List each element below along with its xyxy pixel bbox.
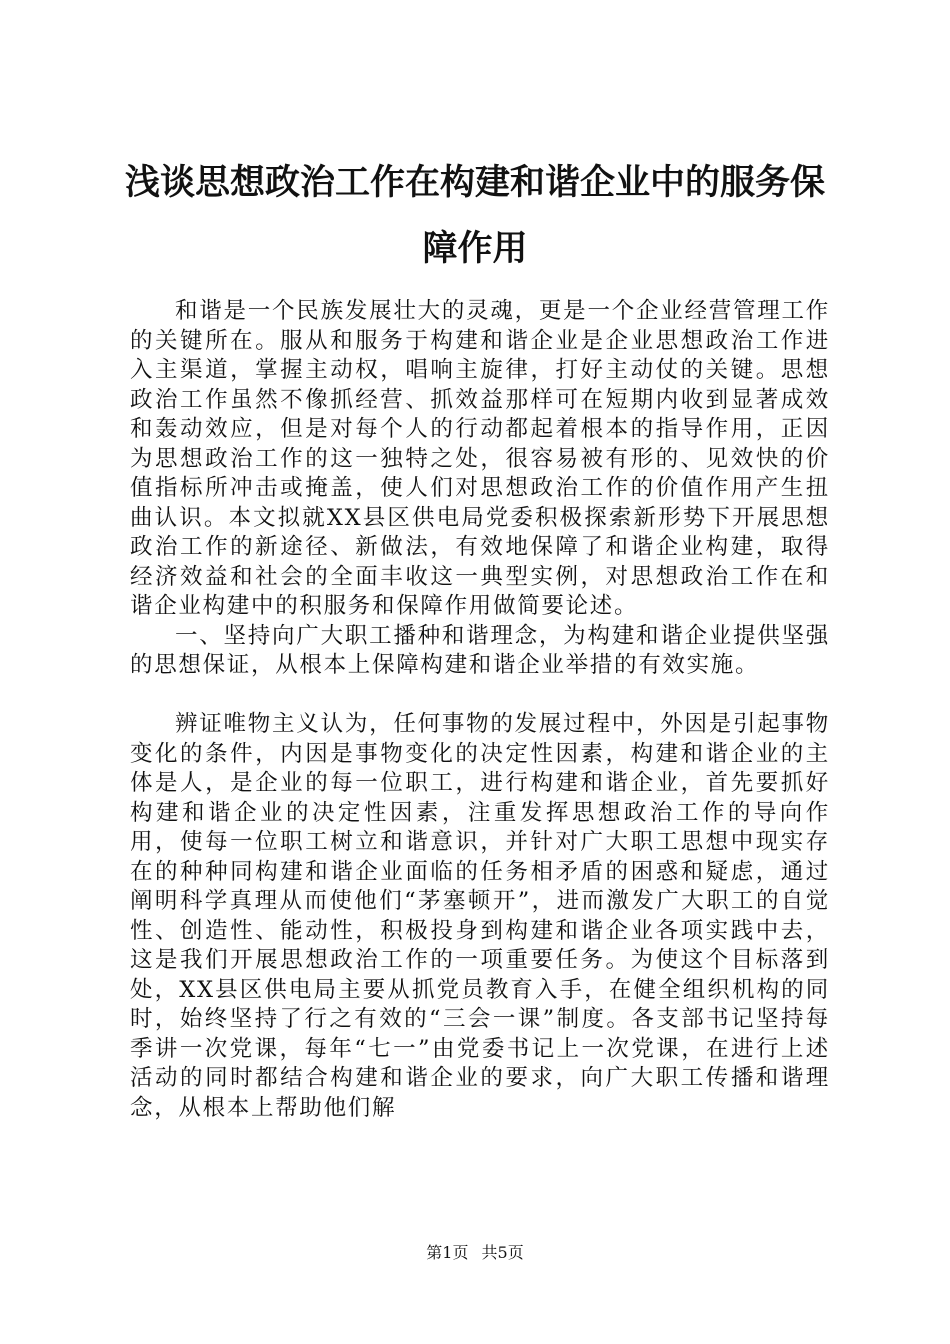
paragraph-section-heading: 一、坚持向广大职工播种和谐理念，为构建和谐企业提供坚强的思想保证，从根本上保障构建和谐企业举措的有效实施。 <box>130 622 830 678</box>
paragraph-intro: 和谐是一个民族发展壮大的灵魂，更是一个企业经营管理工作的关键所在。服从和服务于构建和谐企业是企业思想政治工作进入主渠道，掌握主动权，唱响主旋律，打好主动仗的关键。思想政治工作虽然不像抓经营、抓效益那样可在短期内收到显著成效和轰动效应，但是对每个人的行动都起着根本的指导作用，正因为思想政治工作的这一独特之处，很容易被有形的、见效快的价值指标所冲击或掩盖，使人们对思想政治工作的价值作用产生扭曲认识。本文拟就XX县区供电局党委积极探索新形势下开展思想政治工作的新途径、新做法，有效地保障了和谐企业构建，取得经济效益和社会的全面丰收这一典型实例，对思想政治工作在和谐企业构建中的积服务和保障作用做简要论述。 <box>130 298 830 619</box>
page-total: 共5页 <box>481 1243 524 1262</box>
page-title <box>120 150 830 282</box>
page-number: 第1页 <box>426 1243 469 1262</box>
title-line-1: 浅谈思想政治工作在构建和谐企业中的服务保 <box>124 162 825 203</box>
paragraph-section-body: 辨证唯物主义认为，任何事物的发展过程中，外因是引起事物变化的条件，内因是事物变化的决定性因素，构建和谐企业的主体是人，是企业的每一位职工，进行构建和谐企业，首先要抓好构建和谐企业的决定性因素，注重发挥思想政治工作的导向作用，使每一位职工树立和谐意识，并针对广大职工思想中现实存在的种种同构建和谐企业面临的任务相矛盾的困惑和疑虑，通过阐明科学真理从而使他们“茅塞顿开”，进而激发广大职工的自觉性、创造性、能动性，积极投身到构建和谐企业各项实践中去，这是我们开展思想政治工作的一项重要任务。为使这个目标落到处，XX县区供电局主要从抓党员教育入手，在健全组织机构的同时，始终坚持了行之有效的“三会一课”制度。各支部书记坚持每季讲一次党课，每年“七一”由党委书记上一次党课，在进行上述活动的同时都结合构建和谐企业的要求，向广大职工传播和谐理念，从根本上帮助他们解 <box>130 711 830 1121</box>
document-body <box>130 297 830 1123</box>
title-line-2: 障作用 <box>422 228 528 269</box>
page-footer <box>0 1243 950 1263</box>
